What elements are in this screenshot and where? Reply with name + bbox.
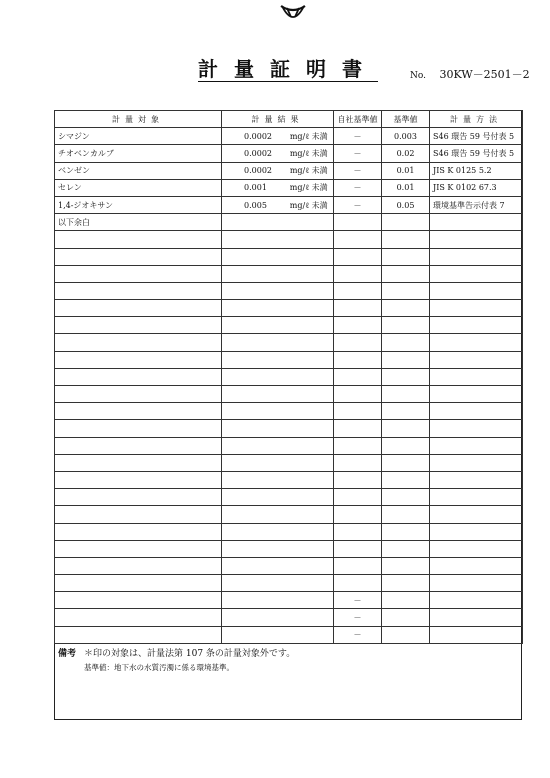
table-row bbox=[55, 626, 523, 643]
empty-cell bbox=[55, 248, 222, 265]
cell-target: シマジン bbox=[55, 128, 222, 145]
empty-cell bbox=[382, 454, 430, 471]
empty-cell bbox=[222, 386, 334, 403]
cell-target: 1,4-ジオキサン bbox=[55, 196, 222, 213]
empty-cell bbox=[382, 471, 430, 488]
empty-cell bbox=[430, 626, 523, 643]
table-row bbox=[55, 523, 523, 540]
table-row bbox=[55, 575, 523, 592]
cell-company-standard: － bbox=[334, 128, 382, 145]
table-row bbox=[55, 145, 523, 162]
empty-cell bbox=[430, 403, 523, 420]
empty-cell bbox=[55, 368, 222, 385]
empty-cell bbox=[430, 609, 523, 626]
empty-cell bbox=[430, 317, 523, 334]
empty-cell bbox=[430, 437, 523, 454]
empty-cell bbox=[382, 540, 430, 557]
table-row bbox=[55, 506, 523, 523]
remarks bbox=[58, 648, 295, 674]
empty-cell bbox=[334, 265, 382, 282]
empty-cell bbox=[222, 489, 334, 506]
empty-cell bbox=[55, 592, 222, 609]
empty-cell bbox=[430, 523, 523, 540]
empty-cell bbox=[55, 454, 222, 471]
header-target: 計量対象 bbox=[55, 111, 222, 128]
result-unit: mg/ℓ bbox=[289, 200, 310, 210]
empty-cell bbox=[430, 368, 523, 385]
empty-cell bbox=[430, 540, 523, 557]
empty-cell bbox=[382, 248, 430, 265]
empty-cell bbox=[430, 231, 523, 248]
empty-cell bbox=[55, 265, 222, 282]
cell-result bbox=[222, 145, 334, 162]
table-row bbox=[55, 592, 523, 609]
empty-cell bbox=[334, 403, 382, 420]
empty-cell bbox=[334, 506, 382, 523]
empty-cell bbox=[55, 334, 222, 351]
empty-cell bbox=[334, 386, 382, 403]
table-row bbox=[55, 609, 523, 626]
empty-cell bbox=[222, 626, 334, 643]
empty-cell bbox=[334, 317, 382, 334]
cell-method: 環境基準告示付表 7 bbox=[430, 196, 523, 213]
empty-cell bbox=[430, 334, 523, 351]
empty-cell bbox=[382, 557, 430, 574]
remarks-label: 備考 bbox=[58, 649, 77, 659]
result-value: 0.0002 bbox=[244, 166, 272, 176]
empty-cell bbox=[222, 454, 334, 471]
table-row bbox=[55, 557, 523, 574]
table-row bbox=[55, 454, 523, 471]
empty-cell bbox=[430, 282, 523, 299]
result-value: 0.0002 bbox=[244, 131, 272, 141]
empty-cell bbox=[382, 575, 430, 592]
table-row bbox=[55, 334, 523, 351]
empty-cell bbox=[382, 334, 430, 351]
empty-cell bbox=[382, 282, 430, 299]
empty-cell bbox=[334, 523, 382, 540]
table-row bbox=[55, 420, 523, 437]
empty-cell bbox=[382, 626, 430, 643]
empty-cell bbox=[382, 609, 430, 626]
empty-cell bbox=[222, 282, 334, 299]
empty-cell bbox=[382, 420, 430, 437]
empty-cell bbox=[430, 471, 523, 488]
empty-cell bbox=[382, 214, 430, 231]
cell-method: JIS K 0125 5.2 bbox=[430, 162, 523, 179]
empty-cell bbox=[222, 265, 334, 282]
empty-cell bbox=[55, 626, 222, 643]
empty-cell bbox=[334, 557, 382, 574]
empty-cell bbox=[334, 351, 382, 368]
cell-company-standard: － bbox=[334, 592, 382, 609]
empty-cell bbox=[430, 214, 523, 231]
empty-cell bbox=[430, 592, 523, 609]
document-number bbox=[410, 66, 530, 82]
empty-cell bbox=[222, 540, 334, 557]
empty-cell bbox=[430, 557, 523, 574]
table-row bbox=[55, 300, 523, 317]
empty-cell bbox=[334, 437, 382, 454]
empty-cell bbox=[382, 403, 430, 420]
empty-cell bbox=[382, 592, 430, 609]
header-company-standard: 自社基準値 bbox=[334, 111, 382, 128]
empty-cell bbox=[382, 523, 430, 540]
empty-cell bbox=[430, 300, 523, 317]
remainder-label: 以下余白 bbox=[55, 214, 222, 231]
result-qualifier: 未満 bbox=[311, 131, 328, 141]
cell-company-standard: － bbox=[334, 626, 382, 643]
cell-company-standard: － bbox=[334, 196, 382, 213]
cell-target: チオベンカルブ bbox=[55, 145, 222, 162]
empty-cell bbox=[430, 420, 523, 437]
empty-cell bbox=[222, 523, 334, 540]
empty-cell bbox=[55, 437, 222, 454]
table-row bbox=[55, 368, 523, 385]
empty-cell bbox=[382, 506, 430, 523]
table-row bbox=[55, 540, 523, 557]
empty-cell bbox=[55, 300, 222, 317]
empty-cell bbox=[430, 575, 523, 592]
table-row bbox=[55, 196, 523, 213]
empty-cell bbox=[382, 368, 430, 385]
cell-target: ベンゼン bbox=[55, 162, 222, 179]
table-row bbox=[55, 471, 523, 488]
table-row bbox=[55, 231, 523, 248]
empty-cell bbox=[334, 334, 382, 351]
empty-cell bbox=[55, 506, 222, 523]
header-result: 計量結果 bbox=[222, 111, 334, 128]
cell-company-standard: － bbox=[334, 609, 382, 626]
empty-cell bbox=[55, 420, 222, 437]
table-row bbox=[55, 403, 523, 420]
empty-cell bbox=[222, 609, 334, 626]
empty-cell bbox=[430, 248, 523, 265]
header-method: 計量方法 bbox=[430, 111, 523, 128]
empty-cell bbox=[382, 317, 430, 334]
empty-cell bbox=[382, 265, 430, 282]
result-unit: mg/ℓ bbox=[289, 166, 310, 176]
empty-cell bbox=[334, 248, 382, 265]
table-row bbox=[55, 351, 523, 368]
remarks-line-2: 基準値：地下水の水質汚濁に係る環境基準。 bbox=[84, 663, 234, 672]
remarks-line-1: ＊印の対象は、計量法第 107 条の計量対象外です。 bbox=[84, 649, 296, 659]
empty-cell bbox=[430, 454, 523, 471]
empty-cell bbox=[334, 282, 382, 299]
empty-cell bbox=[55, 489, 222, 506]
cell-result bbox=[222, 128, 334, 145]
result-qualifier: 未満 bbox=[311, 148, 328, 158]
empty-cell bbox=[55, 403, 222, 420]
result-value: 0.001 bbox=[244, 183, 267, 193]
empty-cell bbox=[55, 575, 222, 592]
empty-cell bbox=[430, 351, 523, 368]
cell-result bbox=[222, 179, 334, 196]
empty-cell bbox=[55, 351, 222, 368]
empty-cell bbox=[222, 248, 334, 265]
empty-cell bbox=[430, 265, 523, 282]
table-row bbox=[55, 317, 523, 334]
result-unit: mg/ℓ bbox=[289, 183, 310, 193]
empty-cell bbox=[55, 471, 222, 488]
empty-cell bbox=[222, 317, 334, 334]
cell-standard: 0.01 bbox=[382, 179, 430, 196]
empty-cell bbox=[55, 282, 222, 299]
cell-standard: 0.05 bbox=[382, 196, 430, 213]
table-row bbox=[55, 162, 523, 179]
company-logo-icon bbox=[278, 2, 308, 24]
table-row bbox=[55, 214, 523, 231]
table-row bbox=[55, 282, 523, 299]
empty-cell bbox=[55, 231, 222, 248]
empty-cell bbox=[222, 231, 334, 248]
cell-target: セレン bbox=[55, 179, 222, 196]
empty-cell bbox=[222, 351, 334, 368]
cell-method: JIS K 0102 67.3 bbox=[430, 179, 523, 196]
empty-cell bbox=[334, 471, 382, 488]
empty-cell bbox=[55, 317, 222, 334]
document-number-label: No. bbox=[410, 71, 426, 81]
empty-cell bbox=[222, 506, 334, 523]
cell-result bbox=[222, 162, 334, 179]
empty-cell bbox=[222, 471, 334, 488]
empty-cell bbox=[222, 557, 334, 574]
result-unit: mg/ℓ bbox=[289, 148, 310, 158]
result-value: 0.0002 bbox=[244, 148, 272, 158]
empty-cell bbox=[55, 540, 222, 557]
empty-cell bbox=[382, 386, 430, 403]
result-unit: mg/ℓ bbox=[289, 131, 310, 141]
empty-cell bbox=[222, 575, 334, 592]
empty-cell bbox=[382, 489, 430, 506]
empty-cell bbox=[222, 214, 334, 231]
cell-company-standard: － bbox=[334, 145, 382, 162]
empty-cell bbox=[222, 592, 334, 609]
empty-cell bbox=[334, 420, 382, 437]
empty-cell bbox=[55, 523, 222, 540]
table-row bbox=[55, 437, 523, 454]
cell-standard: 0.02 bbox=[382, 145, 430, 162]
table-row bbox=[55, 386, 523, 403]
document-number-value: 30KW－2501－2 bbox=[439, 68, 530, 81]
empty-cell bbox=[334, 575, 382, 592]
document-title: 計量証明書 bbox=[198, 57, 378, 81]
empty-cell bbox=[222, 368, 334, 385]
result-value: 0.005 bbox=[244, 200, 267, 210]
cell-result bbox=[222, 196, 334, 213]
empty-cell bbox=[334, 368, 382, 385]
empty-cell bbox=[382, 437, 430, 454]
cell-method: S46 環告 59 号付表 5 bbox=[430, 128, 523, 145]
table-row bbox=[55, 179, 523, 196]
empty-cell bbox=[222, 334, 334, 351]
result-qualifier: 未満 bbox=[311, 166, 328, 176]
empty-cell bbox=[334, 540, 382, 557]
empty-cell bbox=[222, 403, 334, 420]
empty-cell bbox=[382, 300, 430, 317]
empty-cell bbox=[334, 300, 382, 317]
empty-cell bbox=[222, 300, 334, 317]
empty-cell bbox=[382, 351, 430, 368]
cell-standard: 0.003 bbox=[382, 128, 430, 145]
empty-cell bbox=[334, 214, 382, 231]
table-row bbox=[55, 489, 523, 506]
empty-cell bbox=[382, 231, 430, 248]
cell-standard: 0.01 bbox=[382, 162, 430, 179]
empty-cell bbox=[334, 231, 382, 248]
result-qualifier: 未満 bbox=[311, 200, 328, 210]
empty-cell bbox=[55, 609, 222, 626]
empty-cell bbox=[430, 489, 523, 506]
empty-cell bbox=[222, 420, 334, 437]
cell-company-standard: － bbox=[334, 179, 382, 196]
header-standard: 基準値 bbox=[382, 111, 430, 128]
table-header-row bbox=[55, 111, 523, 128]
table-row bbox=[55, 128, 523, 145]
empty-cell bbox=[55, 386, 222, 403]
empty-cell bbox=[55, 557, 222, 574]
table-row bbox=[55, 265, 523, 282]
empty-cell bbox=[334, 454, 382, 471]
empty-cell bbox=[334, 489, 382, 506]
result-qualifier: 未満 bbox=[311, 183, 328, 193]
empty-cell bbox=[430, 386, 523, 403]
cell-company-standard: － bbox=[334, 162, 382, 179]
empty-cell bbox=[222, 437, 334, 454]
empty-cell bbox=[430, 506, 523, 523]
measurement-table bbox=[54, 110, 523, 644]
table-row bbox=[55, 248, 523, 265]
cell-method: S46 環告 59 号付表 5 bbox=[430, 145, 523, 162]
